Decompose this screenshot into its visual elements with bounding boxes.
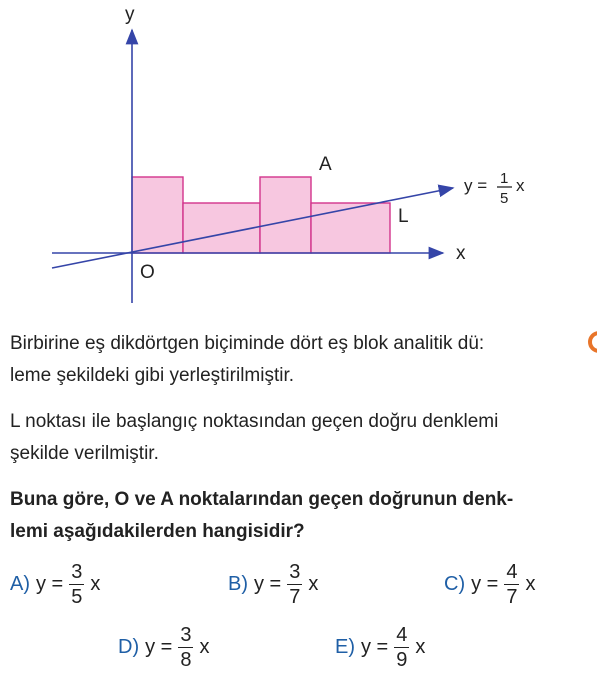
- option-c-numerator: 4: [506, 561, 518, 583]
- option-e-fraction: [394, 625, 409, 670]
- y-axis-label: y: [125, 4, 135, 25]
- option-d-denominator: 8: [180, 649, 192, 671]
- option-a-fraction: [69, 562, 84, 607]
- point-a-label: A: [319, 154, 332, 175]
- option-e-denominator: 9: [396, 649, 408, 671]
- block-1: [132, 177, 183, 253]
- x-axis-label: x: [456, 243, 466, 264]
- paragraph-1-line-1: Birbirine eş dikdörtgen biçiminde dört eş blok analitik dü:: [10, 333, 485, 354]
- option-a-label: A): [10, 573, 30, 595]
- line-y-1-5-x: [52, 188, 453, 268]
- option-c-fraction: [504, 562, 519, 607]
- option-e-numerator: 4: [396, 624, 408, 646]
- option-c-denominator: 7: [506, 586, 518, 608]
- option-b-lhs: y =: [254, 573, 282, 595]
- option-c[interactable]: [444, 562, 535, 607]
- question-text: [10, 484, 597, 548]
- line-label-num: 1: [500, 170, 509, 187]
- question-line-1: Buna göre, O ve A noktalarından geçen doğrunun denk-: [10, 489, 514, 510]
- option-c-lhs: y =: [471, 573, 499, 595]
- option-e-lhs: y =: [361, 636, 389, 658]
- option-a[interactable]: [10, 562, 100, 607]
- block-4: [311, 203, 390, 253]
- option-b-label: B): [228, 573, 248, 595]
- option-a-denominator: 5: [71, 586, 83, 608]
- option-d-fraction: [178, 625, 193, 670]
- option-d-lhs: y =: [145, 636, 173, 658]
- option-e-label: E): [335, 636, 355, 658]
- option-c-variable: x: [525, 573, 536, 595]
- option-e[interactable]: [335, 625, 425, 670]
- problem-paragraph-1: [10, 328, 597, 392]
- option-b-denominator: 7: [289, 586, 301, 608]
- option-c-label: C): [444, 573, 466, 595]
- option-b-fraction: [287, 562, 302, 607]
- block-3: [260, 177, 311, 253]
- origin-label: O: [140, 262, 155, 283]
- line-label-var: x: [516, 176, 525, 195]
- option-a-numerator: 3: [71, 561, 83, 583]
- option-b-numerator: 3: [289, 561, 301, 583]
- line-label-den: 5: [500, 190, 509, 207]
- option-d-variable: x: [199, 636, 210, 658]
- question-line-2: lemi aşağıdakilerden hangisidir?: [10, 521, 305, 542]
- coordinate-figure: [0, 0, 597, 320]
- paragraph-1-line-2: leme şekildeki gibi yerleştirilmiştir.: [10, 365, 295, 386]
- option-a-lhs: y =: [36, 573, 64, 595]
- line-label-lhs: y =: [464, 176, 488, 195]
- problem-paragraph-2: [10, 406, 597, 470]
- paragraph-2-line-2: şekilde verilmiştir.: [10, 443, 159, 464]
- paragraph-2-line-1: L noktası ile başlangıç noktasından geçen doğru denklemi: [10, 411, 499, 432]
- option-b-variable: x: [308, 573, 319, 595]
- option-e-variable: x: [415, 636, 426, 658]
- point-l-label: L: [398, 206, 409, 227]
- option-b[interactable]: [228, 562, 318, 607]
- option-d-numerator: 3: [180, 624, 192, 646]
- option-d-label: D): [118, 636, 140, 658]
- option-d[interactable]: [118, 625, 209, 670]
- option-a-variable: x: [90, 573, 101, 595]
